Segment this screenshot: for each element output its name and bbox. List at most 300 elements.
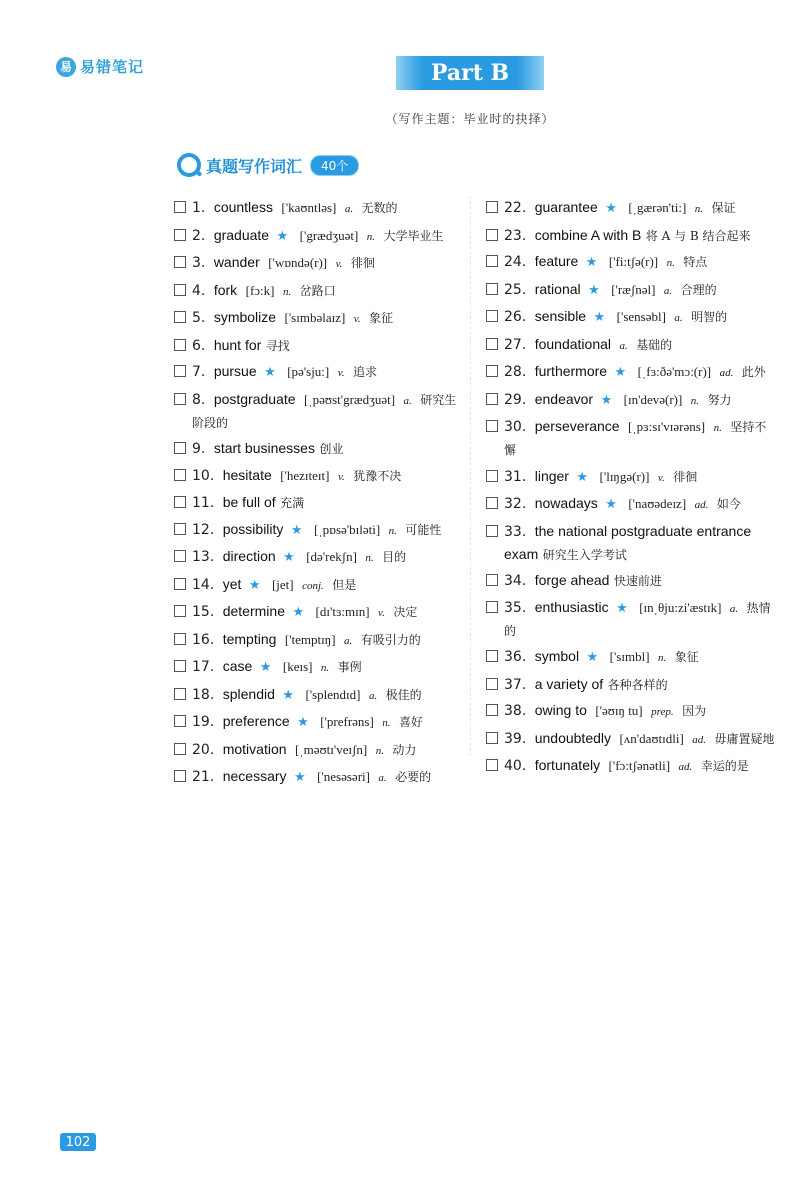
entry-body	[192, 628, 464, 652]
entry-body	[192, 545, 464, 569]
vocab-entry	[174, 437, 464, 460]
checkbox[interactable]	[486, 704, 498, 716]
entry-meaning: 特点	[683, 255, 708, 269]
entry-meaning: 此外	[741, 365, 766, 379]
star-icon: ★	[297, 715, 309, 730]
entry-part-of-speech: n.	[375, 744, 384, 757]
entry-part-of-speech: n.	[690, 394, 700, 407]
vocab-entry	[174, 196, 464, 220]
vocab-column-left	[174, 196, 464, 793]
entry-part-of-speech: v.	[335, 258, 343, 270]
entry-word: direction	[222, 548, 276, 564]
entry-phonetic: ['fɔ:tʃənətli]	[608, 758, 671, 773]
entry-word: necessary	[222, 768, 287, 784]
vocab-entry	[174, 765, 464, 789]
entry-number: 15.	[192, 604, 215, 620]
vocab-entry	[174, 251, 464, 275]
entry-word: guarantee	[534, 199, 598, 215]
entry-body	[192, 279, 464, 303]
entry-number: 12.	[192, 521, 215, 538]
entry-meaning: 将 A 与 B 结合起来	[645, 228, 751, 243]
entry-word: fortunately	[534, 757, 601, 773]
entry-number: 28.	[504, 364, 527, 380]
entry-meaning: 追求	[352, 365, 377, 379]
entry-word: yet	[222, 575, 242, 592]
entry-word: start businesses	[213, 440, 315, 456]
vocab-entry	[174, 655, 464, 679]
entry-meaning: 决定	[393, 605, 418, 619]
entry-meaning: 犹豫不决	[353, 468, 402, 483]
entry-word: be full of	[222, 494, 276, 510]
entry-number: 34.	[504, 573, 527, 589]
vocab-entry	[486, 673, 776, 696]
entry-part-of-speech: n.	[388, 524, 397, 537]
entry-body	[504, 673, 776, 696]
entry-body	[192, 655, 464, 679]
entry-phonetic: ['prefrəns]	[320, 714, 374, 729]
checkbox[interactable]	[486, 338, 498, 350]
vocab-entry	[486, 278, 776, 302]
checkbox[interactable]	[174, 743, 186, 755]
entry-word: hesitate	[222, 466, 272, 483]
checkbox[interactable]	[486, 283, 498, 295]
entry-part-of-speech: n.	[365, 552, 374, 564]
entry-number: 14.	[192, 576, 215, 593]
entry-body	[504, 699, 776, 723]
star-icon: ★	[248, 577, 261, 593]
count-badge: 40个	[310, 155, 359, 176]
entry-body	[192, 600, 464, 624]
entry-phonetic: [də'rekʃn]	[306, 549, 357, 564]
entry-meaning: 喜好	[398, 715, 423, 729]
entry-meaning: 明智的	[691, 310, 728, 324]
entry-word: undoubtedly	[534, 729, 612, 746]
entry-number: 4.	[192, 282, 206, 299]
checkbox[interactable]	[174, 256, 186, 268]
entry-number: 40.	[504, 758, 527, 774]
entry-word: motivation	[222, 740, 287, 757]
star-icon: ★	[293, 770, 306, 785]
entry-meaning: 可能性	[405, 522, 442, 537]
entry-number: 23.	[504, 227, 527, 244]
entry-part-of-speech: n.	[282, 285, 292, 298]
entry-part-of-speech: a.	[729, 602, 739, 615]
entry-meaning: 坚持不懈	[504, 420, 767, 457]
checkbox[interactable]	[174, 311, 186, 323]
vocab-entry	[486, 224, 776, 247]
entry-part-of-speech: ad.	[678, 761, 693, 773]
entry-part-of-speech: ad.	[692, 733, 707, 746]
checkbox[interactable]	[174, 715, 186, 727]
entry-number: 39.	[504, 730, 527, 747]
entry-part-of-speech: conj.	[302, 579, 324, 592]
entry-word: case	[222, 658, 253, 674]
checkbox[interactable]	[486, 759, 498, 771]
vocab-entry	[174, 683, 464, 707]
entry-body	[504, 250, 776, 274]
vocab-entry	[486, 305, 776, 329]
entry-number: 22.	[504, 200, 527, 216]
star-icon: ★	[585, 255, 598, 270]
entry-phonetic: ['fi:tʃə(r)]	[608, 254, 659, 269]
entry-meaning: 研究生阶段的	[192, 392, 457, 430]
entry-number: 21.	[192, 769, 215, 785]
checkbox[interactable]	[486, 497, 498, 509]
checkbox[interactable]	[486, 393, 498, 405]
magnifier-icon	[176, 152, 202, 178]
star-icon: ★	[576, 469, 589, 485]
entry-meaning: 大学毕业生	[383, 228, 444, 243]
star-icon: ★	[586, 650, 599, 665]
entry-part-of-speech: n.	[658, 652, 667, 664]
entry-number: 19.	[192, 714, 215, 730]
entry-word: combine A with B	[534, 226, 642, 243]
entry-body	[192, 464, 464, 488]
star-icon: ★	[614, 365, 627, 380]
entry-part-of-speech: a.	[619, 339, 628, 352]
entry-word: symbol	[534, 648, 580, 664]
entry-meaning: 徘徊	[673, 469, 698, 484]
entry-word: hunt for	[213, 336, 262, 353]
entry-body	[192, 360, 464, 384]
entry-number: 5.	[192, 310, 206, 326]
checkbox[interactable]	[174, 660, 186, 672]
entry-word: feature	[534, 253, 579, 269]
entry-phonetic: [pə'sju:]	[287, 364, 330, 379]
entry-number: 3.	[192, 255, 206, 271]
vocab-entry	[486, 333, 776, 357]
checkbox[interactable]	[486, 650, 498, 662]
entry-meaning: 事例	[337, 660, 362, 674]
entry-phonetic: [jet]	[271, 576, 294, 592]
entry-part-of-speech: prep.	[651, 706, 674, 718]
checkbox[interactable]	[486, 678, 498, 690]
entry-meaning: 毋庸置疑地	[714, 731, 775, 746]
vocab-entry	[174, 306, 464, 330]
entry-number: 8.	[192, 391, 206, 408]
entry-phonetic: ['kaʊntləs]	[281, 200, 337, 215]
entry-part-of-speech: v.	[657, 471, 665, 484]
entry-number: 7.	[192, 364, 206, 380]
checkbox[interactable]	[486, 255, 498, 267]
vocab-entry	[174, 334, 464, 357]
entry-body	[504, 305, 776, 329]
entry-number: 37.	[504, 676, 527, 693]
entry-meaning: 努力	[707, 392, 732, 407]
entry-number: 25.	[504, 281, 527, 298]
checkbox[interactable]	[174, 284, 186, 296]
part-banner	[396, 56, 544, 90]
entry-number: 13.	[192, 549, 215, 565]
entry-number: 24.	[504, 254, 527, 270]
entry-word: foundational	[534, 335, 612, 352]
entry-phonetic: ['sɪmbəlaɪz]	[284, 310, 346, 325]
checkbox[interactable]	[486, 525, 498, 537]
entry-word: determine	[222, 603, 285, 619]
entry-number: 29.	[504, 391, 527, 408]
entry-part-of-speech: a.	[344, 203, 354, 215]
entry-body	[504, 278, 776, 302]
checkbox[interactable]	[174, 523, 186, 535]
entry-body	[504, 360, 776, 384]
vocab-entry	[174, 710, 464, 734]
checkbox[interactable]	[486, 732, 498, 744]
entry-part-of-speech: v.	[337, 367, 345, 379]
vocab-entry	[174, 600, 464, 624]
checkbox[interactable]	[174, 550, 186, 562]
entry-body	[192, 573, 464, 597]
entry-number: 16.	[192, 631, 215, 648]
entry-phonetic: [ɪnˌθju:zi'æstɪk]	[639, 599, 722, 615]
entry-body	[192, 710, 464, 734]
checkbox[interactable]	[486, 420, 498, 432]
entry-meaning: 合理的	[680, 282, 717, 297]
entry-word: possibility	[222, 520, 284, 537]
entry-phonetic: [fɔ:k]	[245, 282, 275, 298]
vocab-entry	[486, 520, 776, 566]
checkbox[interactable]	[486, 601, 498, 613]
entry-phonetic: [ˌfɜ:ðə'mɔ:(r)]	[637, 364, 712, 379]
vocab-entry	[174, 279, 464, 303]
entry-meaning: 象征	[369, 311, 394, 325]
vocab-entry	[486, 699, 776, 723]
entry-phonetic: ['naʊədeɪz]	[628, 496, 687, 511]
vocab-entry	[486, 465, 776, 489]
column-divider	[470, 196, 471, 756]
entry-word: furthermore	[534, 363, 608, 379]
checkbox[interactable]	[174, 496, 186, 508]
entry-body	[504, 388, 776, 412]
entry-word: pursue	[213, 363, 257, 379]
entry-word: perseverance	[534, 418, 620, 434]
entry-body	[192, 437, 464, 460]
entry-meaning: 充满	[280, 496, 305, 510]
vocab-entry	[486, 569, 776, 592]
entry-body	[192, 518, 464, 542]
entry-word: linger	[534, 467, 569, 484]
vocab-entry	[174, 360, 464, 384]
entry-phonetic: ['sensəbl]	[616, 309, 666, 324]
entry-word: nowadays	[534, 495, 598, 511]
entry-meaning: 象征	[674, 650, 699, 664]
entry-body	[192, 491, 464, 514]
entry-number: 2.	[192, 227, 206, 244]
star-icon: ★	[264, 365, 276, 380]
vocab-entry	[486, 645, 776, 669]
entry-body	[192, 306, 464, 330]
star-icon: ★	[600, 392, 613, 408]
star-icon: ★	[282, 687, 294, 703]
entry-meaning: 幸运的是	[700, 759, 749, 773]
checkbox[interactable]	[486, 574, 498, 586]
entry-phonetic: ['lɪŋgə(r)]	[599, 468, 650, 484]
entry-phonetic: [ɪn'devə(r)]	[623, 391, 683, 407]
entry-body	[504, 727, 776, 751]
entry-number: 26.	[504, 309, 527, 325]
entry-meaning: 快速前进	[613, 574, 662, 588]
entry-number: 31.	[504, 468, 527, 485]
entry-number: 6.	[192, 337, 206, 354]
entry-part-of-speech: v.	[353, 313, 361, 325]
star-icon: ★	[593, 310, 606, 325]
entry-number: 10.	[192, 467, 215, 484]
entry-number: 9.	[192, 441, 206, 457]
entry-part-of-speech: a.	[674, 312, 683, 324]
checkbox[interactable]	[174, 605, 186, 617]
checkbox[interactable]	[174, 469, 186, 481]
entry-word: enthusiastic	[534, 598, 609, 615]
entry-body	[504, 492, 776, 516]
entry-meaning: 目的	[382, 550, 407, 564]
vocab-entry	[486, 415, 776, 461]
vocab-entry	[486, 727, 776, 751]
vocab-entry	[486, 754, 776, 778]
checkbox[interactable]	[174, 393, 186, 405]
entry-meaning: 但是	[332, 577, 357, 592]
entry-part-of-speech: a.	[403, 394, 412, 407]
entry-part-of-speech: n.	[382, 717, 391, 729]
entry-part-of-speech: v.	[337, 470, 345, 483]
entry-number: 35.	[504, 599, 527, 616]
entry-body	[192, 224, 464, 248]
entry-word: graduate	[213, 226, 270, 243]
part-title: Part B	[430, 60, 510, 86]
checkbox[interactable]	[174, 201, 186, 213]
entry-phonetic: ['sɪmbl]	[609, 649, 650, 664]
entry-part-of-speech: n.	[694, 203, 703, 215]
checkbox[interactable]	[486, 201, 498, 213]
star-icon: ★	[605, 497, 617, 512]
entry-part-of-speech: n.	[320, 662, 330, 674]
entry-word: splendid	[222, 685, 275, 702]
entry-part-of-speech: n.	[713, 422, 722, 434]
entry-meaning: 保证	[711, 201, 736, 215]
star-icon: ★	[588, 282, 600, 298]
entry-number: 11.	[192, 495, 215, 511]
entry-meaning: 极佳的	[385, 687, 422, 702]
checkbox[interactable]	[174, 688, 186, 700]
entry-meaning: 岔路口	[299, 283, 336, 298]
vocab-entry	[486, 492, 776, 516]
writing-topic-subtitle: （写作主题：毕业时的抉择）	[385, 112, 555, 126]
entry-body	[504, 520, 776, 566]
entry-body	[504, 196, 776, 220]
entry-phonetic: ['temptɪŋ]	[284, 631, 336, 647]
checkbox[interactable]	[174, 229, 186, 241]
entry-word: countless	[213, 199, 273, 215]
entry-phonetic: [ʌn'daʊtɪdli]	[619, 730, 684, 746]
section-header	[176, 152, 359, 178]
entry-part-of-speech: n.	[366, 230, 376, 243]
entry-number: 30.	[504, 419, 527, 435]
checkbox[interactable]	[486, 470, 498, 482]
star-icon: ★	[605, 201, 617, 216]
checkbox[interactable]	[174, 442, 186, 454]
entry-word: endeavor	[534, 390, 594, 407]
entry-body	[192, 334, 464, 357]
entry-part-of-speech: ad.	[694, 499, 709, 511]
entry-body	[504, 415, 776, 461]
entry-meaning: 动力	[392, 742, 417, 757]
entry-meaning: 各种各样的	[607, 677, 668, 692]
entry-number: 38.	[504, 703, 527, 719]
entry-body	[192, 251, 464, 275]
checkbox[interactable]	[486, 365, 498, 377]
entry-number: 27.	[504, 336, 527, 353]
entry-meaning: 如今	[716, 497, 741, 511]
entry-phonetic: ['hezɪteɪt]	[280, 467, 330, 483]
entry-word: fork	[213, 281, 238, 298]
vocab-entry	[174, 545, 464, 569]
entry-meaning: 徘徊	[350, 256, 375, 270]
entry-part-of-speech: a.	[343, 634, 353, 647]
vocab-entry	[174, 491, 464, 514]
vocab-entry	[174, 573, 464, 597]
star-icon: ★	[616, 600, 628, 616]
entry-meaning: 研究生入学考试	[542, 547, 627, 562]
entry-body	[504, 754, 776, 778]
entry-part-of-speech: a.	[368, 689, 378, 702]
entry-word: symbolize	[213, 309, 277, 325]
entry-meaning: 必要的	[395, 770, 432, 784]
checkbox[interactable]	[174, 339, 186, 351]
entry-body	[192, 196, 464, 220]
entry-meaning: 寻找	[265, 338, 290, 353]
entry-phonetic: [ˌgærən'ti:]	[628, 200, 687, 215]
entry-word: preference	[222, 713, 290, 729]
checkbox[interactable]	[486, 310, 498, 322]
entry-number: 1.	[192, 200, 206, 216]
vocab-entry	[486, 596, 776, 642]
vocab-entry	[486, 388, 776, 412]
star-icon: ★	[290, 522, 303, 538]
vocab-entry	[174, 388, 464, 434]
vocab-entry	[174, 628, 464, 652]
section-title: 真题写作词汇	[206, 156, 303, 176]
entry-meaning: 因为	[682, 704, 707, 718]
entry-body	[192, 388, 464, 434]
star-icon: ★	[283, 550, 295, 565]
entry-body	[504, 465, 776, 489]
checkbox[interactable]	[174, 633, 186, 645]
entry-word: forge ahead	[534, 572, 610, 588]
entry-number: 32.	[504, 496, 527, 512]
entry-phonetic: [dɪ'tɜ:mɪn]	[315, 604, 370, 619]
vocab-entry	[174, 738, 464, 762]
brand-icon: 易	[56, 57, 76, 77]
entry-phonetic: ['splendɪd]	[305, 686, 361, 702]
entry-body	[504, 224, 776, 247]
entry-part-of-speech: a.	[663, 284, 673, 297]
checkbox[interactable]	[174, 578, 186, 590]
entry-word: wander	[213, 254, 260, 270]
entry-number: 33.	[504, 523, 527, 540]
checkbox[interactable]	[174, 365, 186, 377]
vocab-entry	[486, 360, 776, 384]
entry-part-of-speech: a.	[378, 772, 387, 784]
entry-word: a variety of	[534, 675, 604, 692]
vocab-entry	[174, 224, 464, 248]
entry-meaning: 热情的	[504, 600, 771, 638]
entry-phonetic: ['wɒndə(r)]	[268, 255, 328, 270]
entry-word: postgraduate	[213, 390, 296, 407]
entry-phonetic: ['ræʃnəl]	[611, 281, 656, 297]
checkbox[interactable]	[486, 229, 498, 241]
entry-body	[192, 765, 464, 789]
vocab-entry	[174, 518, 464, 542]
entry-phonetic: [keɪs]	[282, 659, 313, 674]
checkbox[interactable]	[174, 770, 186, 782]
